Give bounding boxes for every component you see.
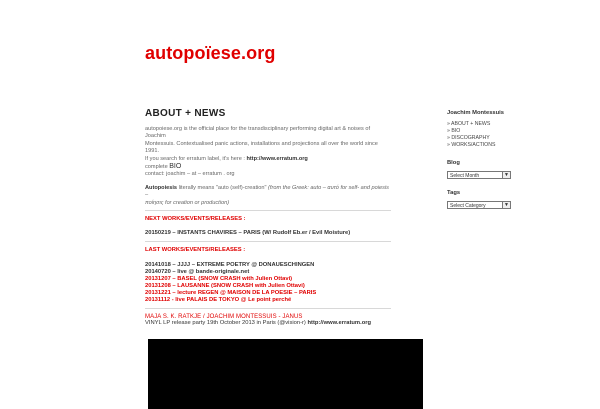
intro-complete-bio	[145, 163, 391, 171]
event-item[interactable]: 20131208 – LAUSANNE (SNOW CRASH with Julien Ottavi)	[145, 283, 305, 290]
event-item[interactable]: 20131112 - live PALAIS DE TOKYO @ Le point perché	[145, 297, 292, 304]
sidebar-item-about-news[interactable]: » ABOUT + NEWS	[447, 121, 491, 127]
event-item[interactable]: 20131221 – lecture REGEN @ MAISON DE LA POESIE – PARIS	[145, 290, 317, 297]
event-item[interactable]: 20150219 – INSTANTS CHAVIRES – PARIS (W/ Rudolf Eb.er / Evil Moisture)	[145, 230, 351, 237]
erratum-link[interactable]: http://www.erratum.org	[246, 155, 308, 162]
month-select-value: Select Month	[450, 173, 480, 179]
divider	[145, 241, 391, 242]
site-title[interactable]: autopoïese.org	[145, 43, 276, 63]
complete-label: complete	[145, 164, 170, 171]
category-select-value: Select Category	[450, 203, 486, 209]
vinyl-url-link[interactable]: http://www.erratum.org	[307, 320, 372, 327]
definition-text-3: ποίησις for creation or production)	[145, 199, 230, 206]
divider	[145, 210, 391, 211]
month-select[interactable]	[447, 171, 511, 179]
last-events-heading: LAST WORKS/EVENTS/RELEASES :	[145, 247, 246, 254]
video-player[interactable]	[148, 339, 423, 409]
sidebar-item-bio[interactable]: » BIO	[447, 128, 461, 134]
bio-link[interactable]: BIO	[169, 163, 182, 171]
definition-line-2	[145, 200, 391, 207]
intro-line-3-text: If you search for erratum label, it's here :	[145, 155, 247, 162]
vinyl-text: VINYL LP release party 19th October 2013 in Paris (@vision-r)	[145, 320, 308, 327]
intro-line-3	[145, 156, 391, 163]
event-item[interactable]: 20131207 – BASEL (SNOW CRASH with Julien Ottavi)	[145, 276, 293, 283]
janus-title[interactable]: MAJA S. K. RATKJE / JOACHIM MONTESSUIS - JANUS	[145, 314, 303, 321]
event-item[interactable]: 20141018 – JJJJ – EXTREME POETRY @ DONAUESCHINGEN	[145, 262, 315, 269]
definition-text-2: (from the Greek: auto – αυτό for self- and poiesis –	[145, 184, 389, 199]
tags-heading: Tags	[447, 190, 461, 196]
contact-line: contact: joachim – at – erratum . org	[145, 171, 235, 178]
definition-text-1: literally means "auto (self)-creation"	[177, 184, 269, 191]
definition-word: Autopoiesis	[145, 184, 178, 191]
main-content	[145, 108, 391, 326]
page-title: ABOUT + NEWS	[145, 108, 226, 119]
definition-line-1	[145, 185, 391, 200]
event-item[interactable]: 20140720 – live @ bande-originale.net	[145, 269, 250, 276]
sidebar-item-works-actions[interactable]: » WORKS/ACTIONS	[447, 142, 496, 148]
divider	[145, 308, 391, 309]
blog-heading: Blog	[447, 160, 460, 166]
next-events-heading: NEXT WORKS/EVENTS/RELEASES :	[145, 216, 246, 223]
vinyl-release-line	[145, 320, 391, 326]
intro-line-1: autopoiese.org is the official place for the transdisciplinary performing digital art & noises of Joachim	[145, 126, 371, 140]
sidebar-title: Joachim Montessuis	[447, 110, 505, 116]
intro-line-2: Montessuis. Contextualised panic actions, installations and projections all over the world since 1991.	[145, 140, 378, 155]
chevron-down-icon: ▼	[502, 202, 510, 208]
category-select[interactable]	[447, 201, 511, 209]
sidebar	[447, 110, 517, 209]
sidebar-item-discography[interactable]: » DISCOGRAPHY	[447, 135, 490, 141]
chevron-down-icon: ▼	[502, 172, 510, 178]
